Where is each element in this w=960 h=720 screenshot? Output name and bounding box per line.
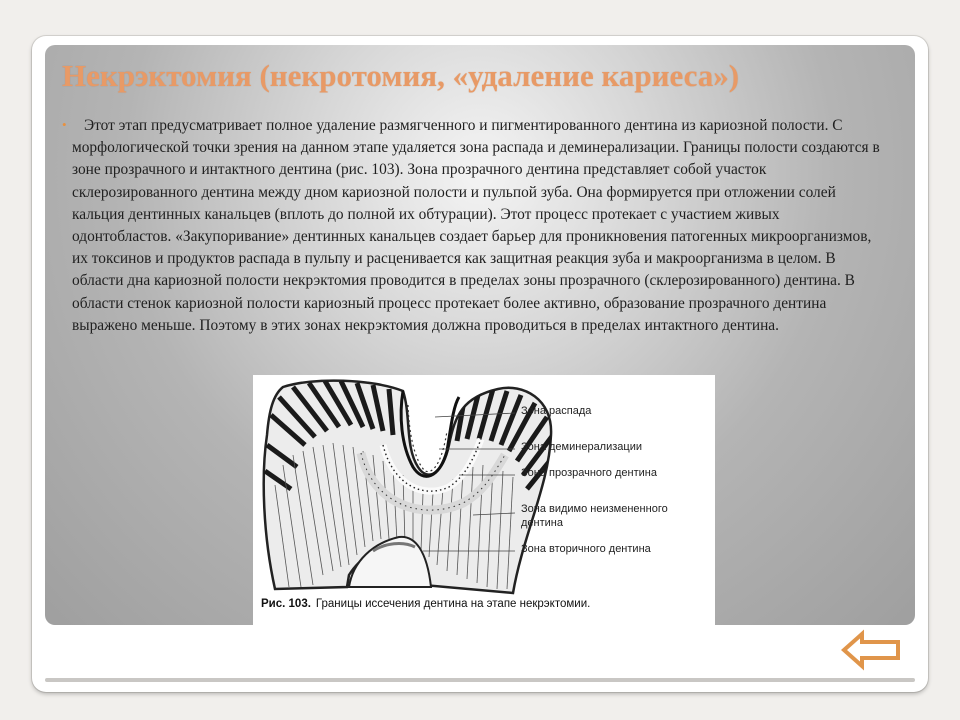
tooth-cross-section-illustration	[253, 375, 715, 627]
figure-caption	[261, 598, 590, 610]
label-zone-unchanged-cont: дентина	[521, 517, 563, 529]
caption-number: Рис. 103.	[261, 598, 311, 610]
label-zone-decay: Зона распада	[521, 405, 592, 417]
bullet-marker: •	[62, 117, 67, 132]
slide-title: Некрэктомия (некротомия, «удаление кариеса»)	[62, 58, 740, 93]
label-zone-unchanged: Зона видимо неизмененного	[521, 503, 668, 515]
label-zone-secondary: Зона вторичного дентина	[521, 543, 651, 555]
tooth-figure	[253, 375, 715, 627]
label-zone-demineralization: Зона деминерализации	[521, 441, 642, 453]
arrow-left-icon	[840, 628, 904, 672]
body-paragraph	[72, 115, 882, 337]
caption-text: Границы иссечения дентина на этапе некрэктомии.	[315, 598, 591, 610]
slide-bottom-rule	[45, 678, 915, 682]
label-zone-transparent: Зона прозрачного дентина	[521, 467, 657, 479]
back-navigation-button[interactable]	[840, 628, 904, 672]
body-text: Этот этап предусматривает полное удаление размягченного и пигментированного дентина из кариозной полости. С морфологической точки зрения на данном этапе удаляется зона распада и деминерализации. Границы полости создаются в зоне прозрачного и интактного дентина (рис. 103). Зона прозрачного дентина представляет собой участок склерозированного дентина между дном кариозной полости и пульпой зуба. Она формируется при отложении солей кальция дентинных канальцев (вплоть до полной их обтурации). Этот процесс протекает с участием живых одонтобластов. «Закупоривание» дентинных канальцев создает барьер для проникновения патогенных микроорганизмов, их токсинов и продуктов распада в пульпу и расценивается как защитная реакция зуба и макроорганизма в целом. В области дна кариозной полости некрэктомия проводится в пределах зоны прозрачного (склерозированного) дентина. В области стенок кариозной полости кариозный процесс протекает более активно, образование прозрачного дентина выражено меньше. Поэтому в этих зонах некрэктомия должна проводиться в пределах интактного дентина.	[72, 117, 880, 334]
